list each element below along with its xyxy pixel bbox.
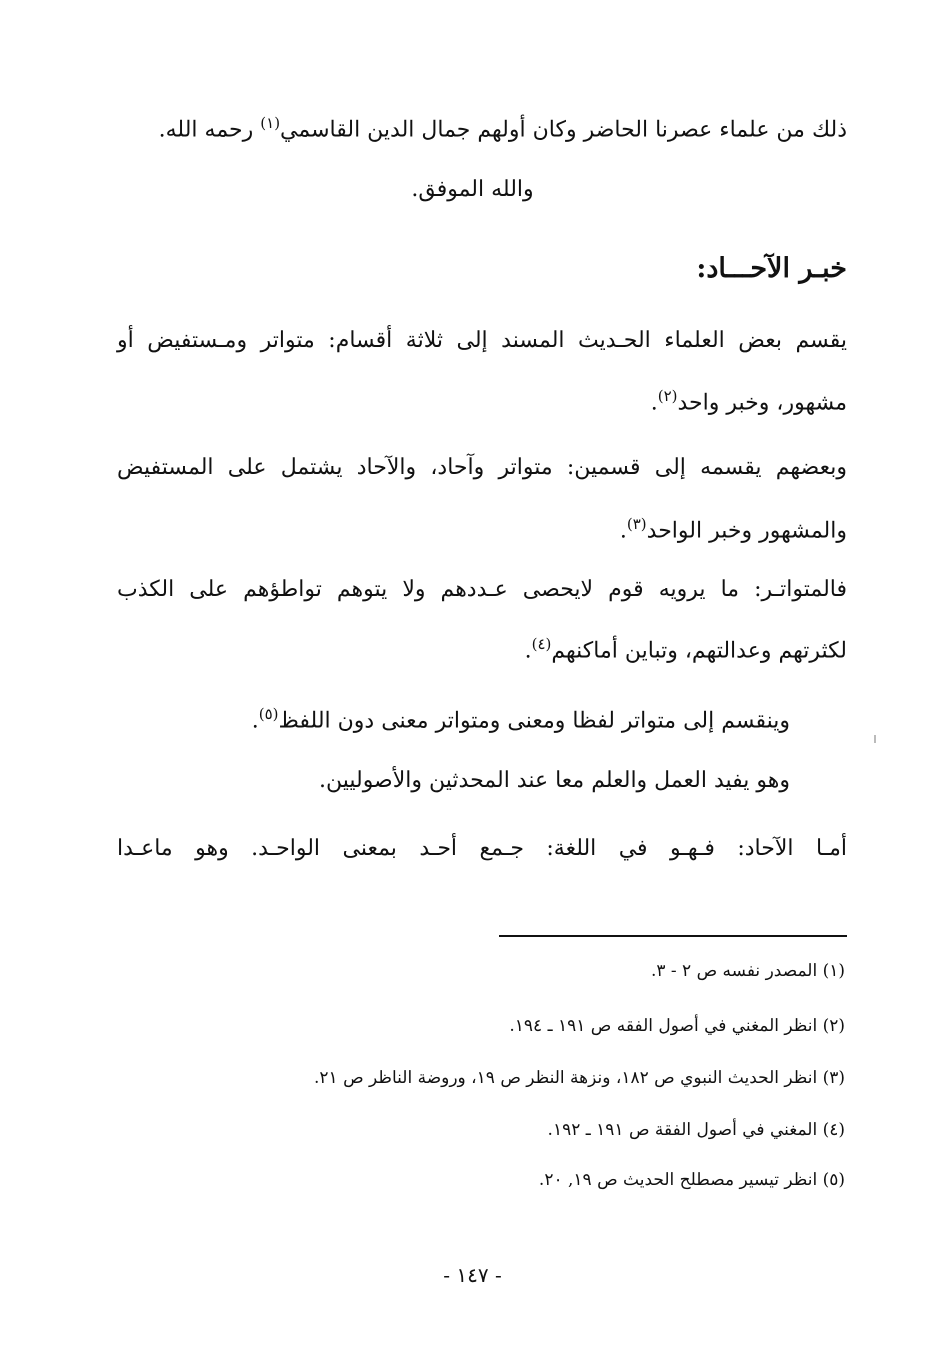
body-text: ذلك من علماء عصرنا الحاضر وكان أولهم جمال الدين القاسمي [280, 117, 847, 143]
footnote-3: (٣) انظر الحديث النبوي ص ١٨٢، ونزهة النظر ص ١٩، وروضة الناظر ص ٢١. [314, 1068, 845, 1088]
body-line-5: وبعضهم يقسمه إلى قسمين: متواتر وآحاد، والآحاد يشتمل على المستفيض [117, 455, 847, 480]
body-line-11: أمـا الآحاد: فـهـو في اللغة: جـمع أحـد بمعنى الواحـد. وهو ماعـدا [117, 836, 847, 861]
footnote-5: (٥) انظر تيسير مصطلح الحديث ص ١٩, ٢٠. [538, 1170, 845, 1190]
body-text: . [251, 708, 259, 734]
body-line-7: فالمتواتـر: ما يرويه قوم لايحصى عـددهم ولا يتوهم تواطؤهم على الكذب [117, 577, 847, 602]
body-line-10: وهو يفيد العمل والعلم معا عند المحدثين والأصوليين. [318, 768, 790, 793]
footnote-ref-4[interactable]: (٤) [531, 635, 552, 653]
body-line-8 [525, 628, 847, 667]
footnote-2: (٢) انظر المغني في أصول الفقه ص ١٩١ ـ ١٩٤. [509, 1016, 845, 1036]
body-line-1 [159, 107, 847, 146]
footnote-1: (١) المصدر نفسه ص ٢ - ٣. [650, 961, 845, 981]
body-line-6 [620, 508, 847, 547]
body-text: . [650, 390, 658, 416]
footnote-ref-2[interactable]: (٢) [657, 387, 678, 405]
scan-mark [874, 735, 876, 743]
body-text: مشهور، وخبر واحد [677, 390, 847, 416]
footnote-separator [499, 935, 847, 937]
body-line-3: يقسم بعض العلماء الحـديث المسند إلى ثلاثة أقسام: متواتر ومـستفيض أو [117, 328, 847, 353]
footnote-ref-1[interactable]: (١) [260, 114, 281, 132]
section-heading: خبـر الآحـــاد: [696, 253, 847, 284]
body-text: وينقسم إلى متواتر لفظا ومعنى ومتواتر معنى دون اللفظ [278, 708, 790, 734]
footnote-ref-3[interactable]: (٣) [626, 515, 647, 533]
body-text: . [524, 638, 532, 664]
body-text: رحمه الله. [158, 117, 261, 143]
body-text: . [619, 518, 627, 544]
body-text: لكثرتهم وعدالتهم، وتباين أماكنهم [551, 638, 847, 664]
footnote-4: (٤) المغني في أصول الفقة ص ١٩١ ـ ١٩٢. [547, 1120, 845, 1140]
footnote-ref-5[interactable]: (٥) [258, 705, 279, 723]
body-text: والمشهور وخبر الواحد [646, 518, 847, 544]
body-line-2: والله الموفق. [411, 177, 534, 202]
body-line-4 [651, 380, 847, 419]
body-line-9 [252, 698, 790, 737]
page-number: - ١٤٧ - [443, 1263, 502, 1287]
